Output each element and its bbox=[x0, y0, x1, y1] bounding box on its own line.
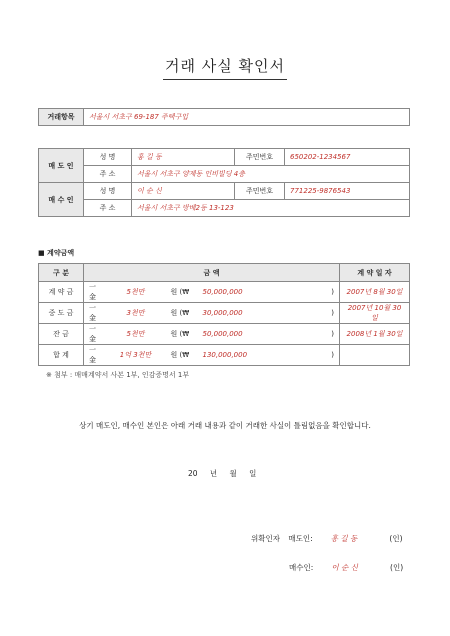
seller-label: 매 도 인 bbox=[39, 149, 84, 183]
row-type: 계 약 금 bbox=[39, 282, 84, 303]
row-won: 원 (₩ bbox=[166, 282, 198, 303]
row-prefix: 一金 bbox=[84, 324, 106, 345]
transaction-item-table bbox=[38, 108, 410, 126]
date-line: 20 년 월 일 bbox=[188, 469, 257, 478]
buyer-name-label: 성 명 bbox=[84, 183, 132, 200]
row-korean-amount: 5천만 bbox=[106, 324, 166, 345]
seller-name-label: 성 명 bbox=[84, 149, 132, 166]
row-close: ) bbox=[262, 324, 340, 345]
row-won: 원 (₩ bbox=[166, 345, 198, 366]
item-label: 거래항목 bbox=[39, 109, 84, 126]
delegator-label: 위확인자 bbox=[251, 534, 280, 543]
row-number: 130,000,000 bbox=[198, 345, 262, 366]
buyer-seal: (인) bbox=[390, 563, 404, 572]
buyer-label: 매 수 인 bbox=[39, 183, 84, 217]
table-row-total bbox=[39, 345, 410, 366]
row-type: 중 도 금 bbox=[39, 303, 84, 324]
seller-seal: (인) bbox=[389, 534, 403, 543]
table-row bbox=[39, 324, 410, 345]
seller-id-label: 주민번호 bbox=[235, 149, 285, 166]
contract-amount-table bbox=[38, 263, 410, 366]
buyer-id: 771225-9876543 bbox=[285, 183, 410, 200]
document-title: 거래 사실 확인서 bbox=[0, 55, 450, 80]
row-prefix: 一金 bbox=[84, 303, 106, 324]
row-close: ) bbox=[262, 345, 340, 366]
table-row bbox=[39, 282, 410, 303]
seller-id: 650202-1234567 bbox=[285, 149, 410, 166]
row-number: 50,000,000 bbox=[198, 282, 262, 303]
row-prefix: 一金 bbox=[84, 282, 106, 303]
contract-section-heading: ■ 계약금액 bbox=[38, 249, 75, 257]
row-date bbox=[340, 345, 410, 366]
row-korean-amount: 5천만 bbox=[106, 282, 166, 303]
row-close: ) bbox=[262, 303, 340, 324]
buyer-signature-row bbox=[289, 562, 403, 573]
row-date: 2007년 8월 30일 bbox=[340, 282, 410, 303]
parties-table bbox=[38, 148, 410, 217]
buyer-address: 서울시 서초구 방배2동 13-123 bbox=[132, 200, 410, 217]
row-type: 합 계 bbox=[39, 345, 84, 366]
row-number: 50,000,000 bbox=[198, 324, 262, 345]
row-prefix: 一金 bbox=[84, 345, 106, 366]
item-value: 서울시 서초구 69-187 주택구입 bbox=[84, 109, 410, 126]
seller-signature-row bbox=[251, 533, 403, 544]
row-won: 원 (₩ bbox=[166, 324, 198, 345]
attachment-note: ※ 첨부 : 매매계약서 사본 1부, 인감증명서 1부 bbox=[46, 371, 190, 379]
row-number: 30,000,000 bbox=[198, 303, 262, 324]
seller-sign-name: 홍 길 동 bbox=[330, 534, 358, 543]
buyer-id-label: 주민번호 bbox=[235, 183, 285, 200]
buyer-name: 이 순 신 bbox=[132, 183, 235, 200]
row-date: 2008년 1월 30일 bbox=[340, 324, 410, 345]
row-type: 잔 금 bbox=[39, 324, 84, 345]
row-korean-amount: 3천만 bbox=[106, 303, 166, 324]
seller-addr-label: 주 소 bbox=[84, 166, 132, 183]
header-amount: 금 액 bbox=[84, 264, 340, 282]
buyer-sign-name: 이 순 신 bbox=[331, 563, 358, 572]
seller-sign-label: 매도인: bbox=[288, 534, 313, 543]
seller-name: 홍 길 동 bbox=[132, 149, 235, 166]
row-korean-amount: 1억 3천만 bbox=[106, 345, 166, 366]
row-date: 2007년 10월 30일 bbox=[340, 303, 410, 324]
table-row bbox=[39, 303, 410, 324]
header-type: 구 분 bbox=[39, 264, 84, 282]
row-close: ) bbox=[262, 282, 340, 303]
buyer-sign-label: 매수인: bbox=[289, 563, 314, 572]
buyer-addr-label: 주 소 bbox=[84, 200, 132, 217]
row-won: 원 (₩ bbox=[166, 303, 198, 324]
seller-address: 서울시 서초구 양재동 인비빌딩 4층 bbox=[132, 166, 410, 183]
header-date: 계 약 일 자 bbox=[340, 264, 410, 282]
confirmation-statement: 상기 매도인, 매수인 본인은 아래 거래 내용과 같이 거래한 사실이 틀림없음을 확인합니다. bbox=[79, 421, 371, 430]
